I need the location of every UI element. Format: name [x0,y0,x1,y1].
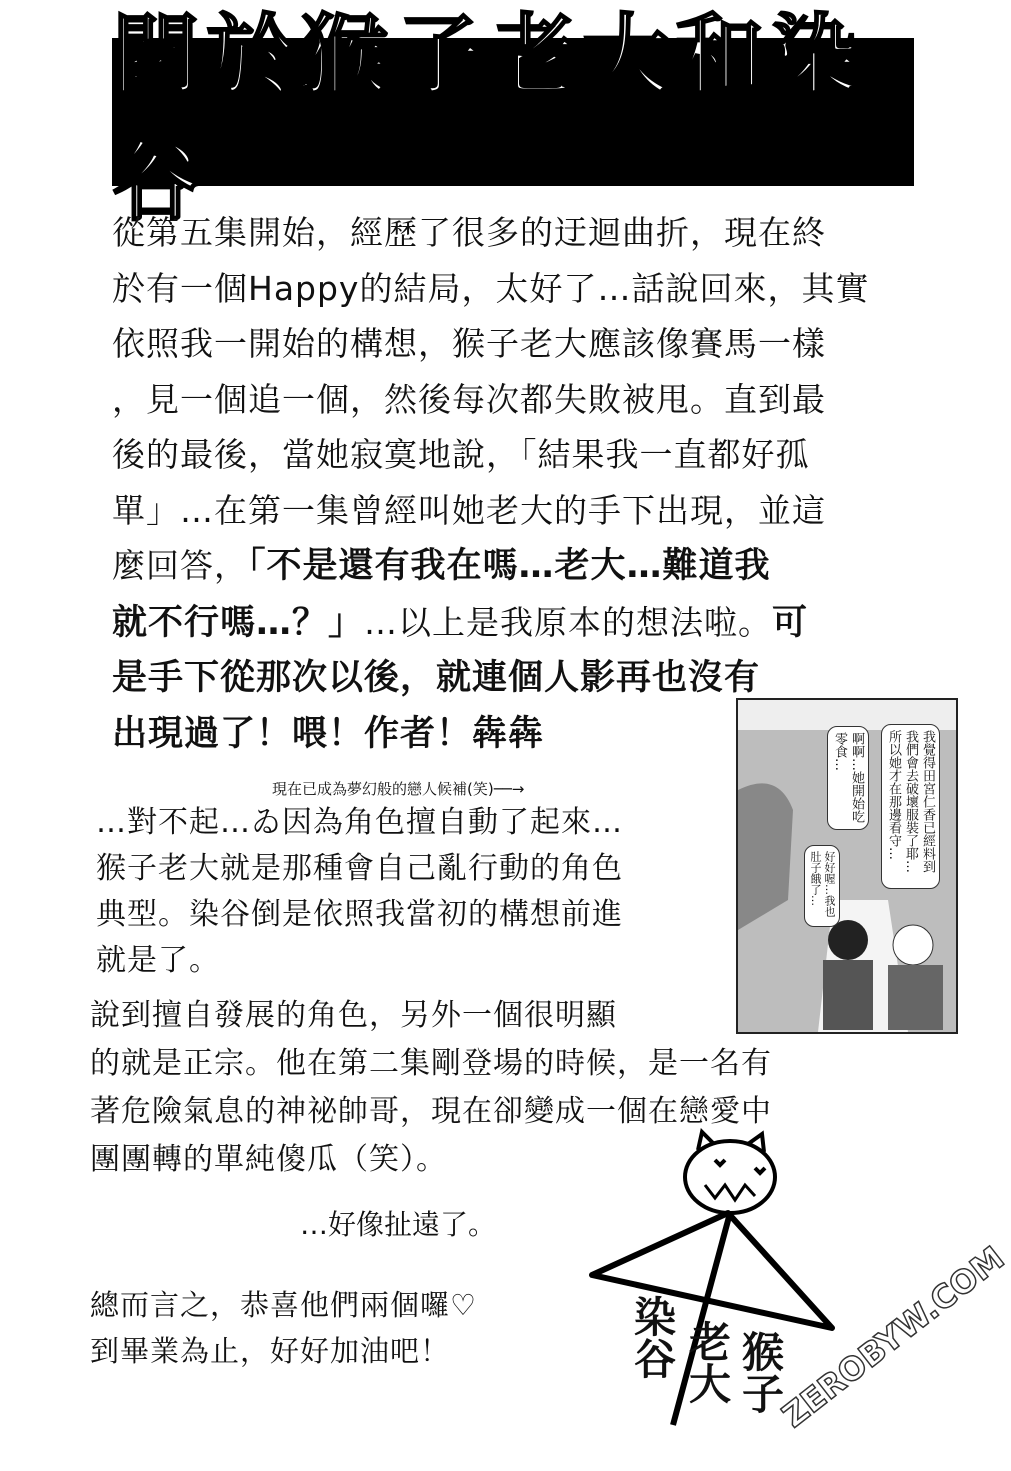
text-line: 依照我一開始的構想，猴子老大應該像賽馬一樣 [112,324,826,363]
label-boss: 老大 [683,1320,732,1404]
text-line: …對不起…ゐ因為角色擅自動了起來… [96,805,623,840]
label-monkey: 猴子 [736,1330,785,1414]
text-line: 到畢業為止，好好加油吧！ [90,1334,451,1368]
panel-caption: 現在已成為夢幻般的戀人候補(笑)──→ [272,780,525,798]
text-line: 的就是正宗。他在第二集剛登場的時候，是一名有 [90,1046,772,1081]
text-line: 總而言之，恭喜他們兩個囉♡ [90,1288,477,1322]
text-line: 單」…在第一集曾經叫她老大的手下出現，並這 [112,490,826,530]
author-doodle [580,1120,940,1470]
text-line: 典型。染谷倒是依照我當初的構想前進 [96,897,623,932]
label-someya: 染谷 [628,1295,677,1379]
text-emphasis: 就不行嗎…？」 [112,602,365,643]
text-line: 就是了。 [96,943,220,978]
manga-panel [736,698,958,1034]
text-line [112,538,869,595]
paragraph-1 [112,205,869,762]
text-emphasis: 可 [772,602,809,643]
page-title: 關於猴子老大和染谷 [112,4,865,233]
text-line: 於有一個Happy的結局，太好了…話說回來，其實 [112,268,870,308]
text-line: 是手下從那次以後，就連個人影再也沒有 [112,658,761,698]
text-emphasis: 「不是還有我在嗎…老大…難道我 [248,546,771,586]
speech-bubble: 好好喔…我也肚子餓了… [804,845,840,927]
text-line: 猴子老大就是那種會自己亂行動的角色 [96,851,623,886]
text-line: 出現過了！喂！作者！犇犇 [112,713,545,754]
speech-bubble: 啊啊…她開始吃零食… [827,726,869,830]
text-line: 團團轉的單純傻瓜（笑）。 [90,1142,447,1177]
paragraph-2 [96,800,623,984]
paragraph-4: …好像扯遠了。 [300,1208,497,1241]
text-line: 從第五集開始，經歷了很多的迂迴曲折，現在終 [112,213,826,252]
speech-bubble: 我覺得田宮仁香已經料到我們會去破壞服裝了耶…所以她才在那邊看守… [881,724,940,889]
text-line: ，見一個追一個，然後每次都失敗被甩。直到最 [112,379,826,419]
text-line: 後的最後，當她寂寞地說，「結果我一直都好孤 [112,435,810,474]
watermark: ZEROBYW.COM [775,1238,1011,1435]
text-line: 說到擅自發展的角色，另外一個很明顯 [90,998,617,1033]
text-normal: …以上是我原本的想法啦。 [364,602,773,642]
paragraph-5 [90,1282,477,1374]
text-normal: 麼回答， [112,546,248,585]
text-line [112,595,869,652]
text-line: 著危險氣息的神祕帥哥，現在卻變成一個在戀愛中 [90,1094,772,1129]
